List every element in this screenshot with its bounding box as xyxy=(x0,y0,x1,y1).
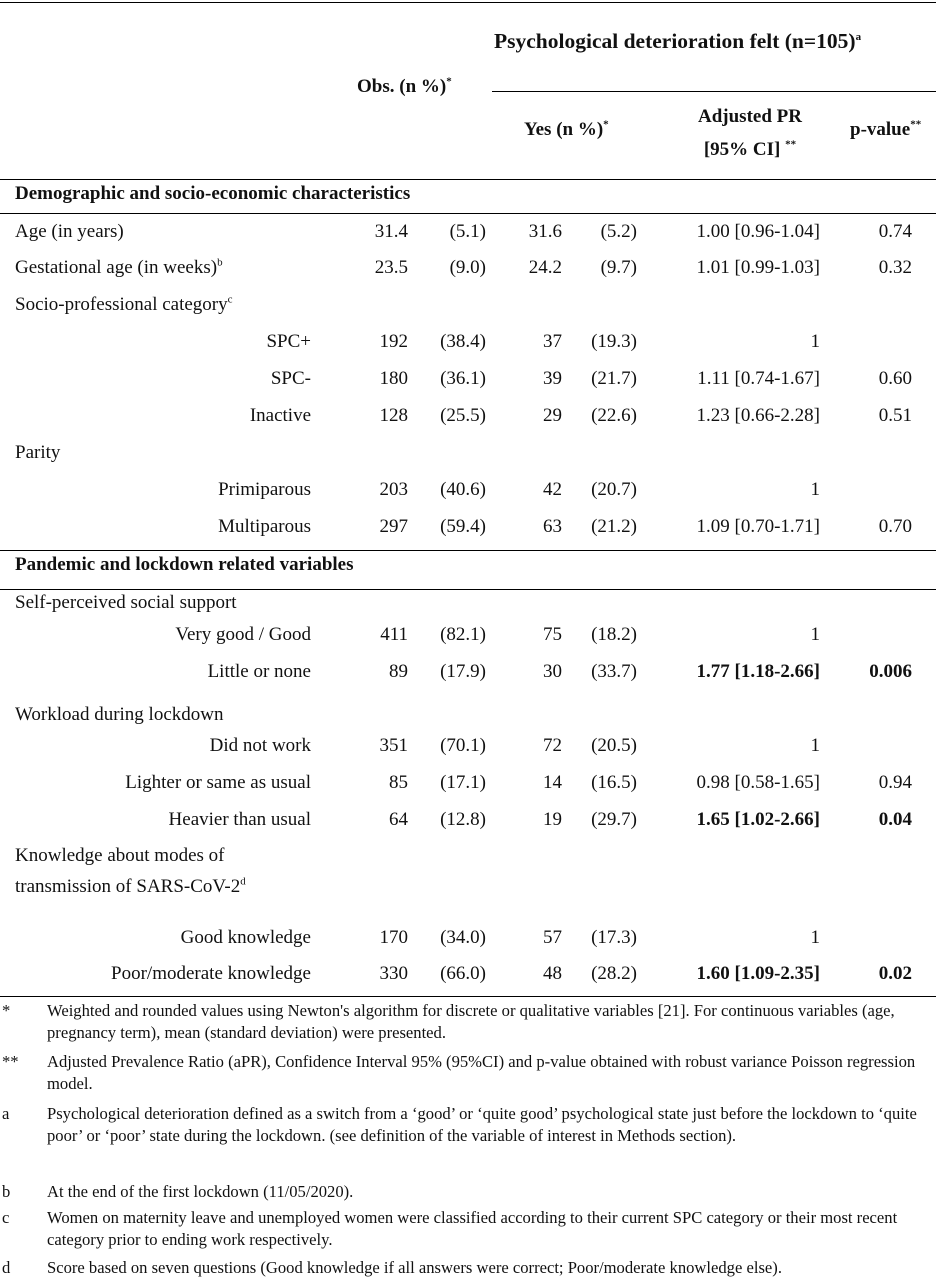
cell-yes-n: 19 xyxy=(543,809,562,830)
row-label: Lighter or same as usual xyxy=(125,772,311,793)
cell-yes-n: 24.2 xyxy=(528,257,562,278)
cell-apr: 1.09 [0.70-1.71] xyxy=(696,516,820,537)
row-label: Age (in years) xyxy=(15,221,124,242)
cell-obs-n: 411 xyxy=(380,624,408,645)
footnote-mark: a xyxy=(2,1104,10,1123)
footnote-mark: * xyxy=(2,1001,11,1020)
row-label: Good knowledge xyxy=(180,927,311,948)
section-2-rule xyxy=(0,589,936,590)
cell-obs-pct: (59.4) xyxy=(440,516,486,537)
cell-yes-n: 37 xyxy=(543,331,562,352)
obs-column-header: Obs. (n %)* xyxy=(357,75,452,97)
section-1-rule xyxy=(0,213,936,214)
footnote-text: Women on maternity leave and unemployed women were classified according to their current SPC category or their most recent category prior to ending work respectively. xyxy=(47,1208,898,1249)
row-label: Very good / Good xyxy=(175,624,311,645)
cell-apr: 1 xyxy=(810,479,820,500)
cell-apr: 1.11 [0.74-1.67] xyxy=(697,368,820,389)
table-top-rule xyxy=(0,2,936,3)
cell-p: 0.02 xyxy=(878,963,912,984)
cell-obs-n: 203 xyxy=(379,479,408,500)
cell-apr: 1.77 [1.18-2.66] xyxy=(696,661,820,682)
cell-obs-n: 170 xyxy=(379,927,408,948)
footnote-text: Score based on seven questions (Good knowledge if all answers were correct; Poor/moderate knowledge else). xyxy=(47,1258,782,1277)
row-label: SPC- xyxy=(270,368,311,389)
cell-yes-pct: (28.2) xyxy=(591,963,637,984)
cell-obs-n: 180 xyxy=(379,368,408,389)
cell-apr: 1.23 [0.66-2.28] xyxy=(696,405,820,426)
cell-yes-n: 39 xyxy=(543,368,562,389)
pvalue-column-header: p-value** xyxy=(850,118,922,140)
cell-apr: 1.00 [0.96-1.04] xyxy=(696,221,820,242)
group-header-title: Psychological deterioration felt (n=105)$^a$ xyxy=(494,29,862,53)
cell-obs-pct: (66.0) xyxy=(440,963,486,984)
section-2-top-rule xyxy=(0,550,936,551)
cell-apr: 1 xyxy=(810,624,820,645)
row-label: Knowledge about modes of transmission of SARS-CoV-2$^d$ xyxy=(15,845,246,897)
cell-yes-pct: (9.7) xyxy=(600,257,637,278)
row-label: Self-perceived social support xyxy=(15,592,237,613)
footnote-text: Weighted and rounded values using Newton's algorithm for discrete or qualitative variables [21]. For continuous variables (age, pregnancy term), mean (standard deviation) were presented. xyxy=(47,1001,895,1042)
footnote-mark: b xyxy=(2,1182,11,1201)
footnote-mark: c xyxy=(2,1208,10,1227)
row-label: SPC+ xyxy=(266,331,311,352)
cell-obs-pct: (12.8) xyxy=(440,809,486,830)
section-title: Demographic and socio-economic characteristics xyxy=(15,183,411,204)
cell-obs-pct: (5.1) xyxy=(449,221,486,242)
cell-obs-n: 128 xyxy=(379,405,408,426)
cell-apr: 0.98 [0.58-1.65] xyxy=(696,772,820,793)
table-bottom-rule xyxy=(0,996,936,997)
row-label: Socio-professional category$^c$ xyxy=(15,293,233,315)
cell-yes-n: 31.6 xyxy=(528,221,562,242)
row-label: Inactive xyxy=(249,405,311,426)
cell-obs-pct: (82.1) xyxy=(440,624,486,645)
row-label: Heavier than usual xyxy=(168,809,311,830)
row-label: Workload during lockdown xyxy=(15,704,224,725)
footnote-text: Psychological deterioration defined as a switch from a ‘good’ or ‘quite good’ psychological state just before the lockdown to ‘quite poor’ or ‘poor’ state during the lockdown. (see definition of the variable of interest in Methods section). xyxy=(47,1104,917,1145)
cell-p: 0.70 xyxy=(878,516,912,537)
cell-obs-n: 192 xyxy=(379,331,408,352)
section-title: Pandemic and lockdown related variables xyxy=(15,554,354,575)
footnote-text: At the end of the first lockdown (11/05/2020). xyxy=(47,1182,354,1201)
row-label: Gestational age (in weeks)$^b$ xyxy=(15,256,223,278)
apr-column-header: Adjusted PR [95% CI] ** xyxy=(698,106,802,160)
cell-obs-n: 64 xyxy=(389,809,408,830)
row-label: Little or none xyxy=(207,661,311,682)
cell-p: 0.006 xyxy=(869,661,912,682)
cell-obs-pct: (9.0) xyxy=(449,257,486,278)
cell-p: 0.74 xyxy=(878,221,912,242)
cell-yes-n: 72 xyxy=(543,735,562,756)
cell-yes-pct: (20.7) xyxy=(591,479,637,500)
cell-obs-n: 85 xyxy=(389,772,408,793)
row-label: Did not work xyxy=(209,735,311,756)
cell-p: 0.51 xyxy=(878,405,912,426)
cell-obs-n: 297 xyxy=(379,516,408,537)
cell-obs-pct: (70.1) xyxy=(440,735,486,756)
header-bottom-rule xyxy=(0,179,936,180)
row-label: Multiparous xyxy=(218,516,311,537)
row-label: Poor/moderate knowledge xyxy=(111,963,311,984)
cell-yes-pct: (5.2) xyxy=(600,221,637,242)
cell-yes-n: 75 xyxy=(543,624,562,645)
row-label: Parity xyxy=(15,442,61,463)
footnote-text: Adjusted Prevalence Ratio (aPR), Confidence Interval 95% (95%CI) and p-value obtained with robust variance Poisson regression model. xyxy=(47,1052,916,1093)
cell-p: 0.04 xyxy=(878,809,912,830)
cell-obs-n: 351 xyxy=(379,735,408,756)
yes-column-header: Yes (n %)* xyxy=(524,118,609,140)
footnote-mark: ** xyxy=(2,1052,19,1071)
cell-yes-n: 30 xyxy=(543,661,562,682)
row-label: Primiparous xyxy=(218,479,311,500)
footnote-mark: d xyxy=(2,1258,11,1277)
cell-obs-n: 31.4 xyxy=(374,221,408,242)
cell-p: 0.32 xyxy=(878,257,912,278)
cell-obs-n: 330 xyxy=(379,963,408,984)
cell-yes-pct: (18.2) xyxy=(591,624,637,645)
cell-yes-pct: (16.5) xyxy=(591,772,637,793)
cell-obs-pct: (17.1) xyxy=(440,772,486,793)
cell-yes-n: 42 xyxy=(543,479,562,500)
cell-obs-n: 23.5 xyxy=(374,257,408,278)
cell-obs-pct: (34.0) xyxy=(440,927,486,948)
cell-yes-n: 14 xyxy=(543,772,562,793)
cell-yes-n: 48 xyxy=(543,963,562,984)
cell-yes-pct: (21.7) xyxy=(591,368,637,389)
cell-yes-pct: (29.7) xyxy=(591,809,637,830)
cell-yes-pct: (22.6) xyxy=(591,405,637,426)
cell-yes-pct: (19.3) xyxy=(591,331,637,352)
cell-yes-pct: (17.3) xyxy=(591,927,637,948)
group-header-rule xyxy=(492,91,936,92)
cell-obs-pct: (36.1) xyxy=(440,368,486,389)
cell-p: 0.60 xyxy=(878,368,912,389)
cell-p: 0.94 xyxy=(878,772,912,793)
cell-yes-pct: (20.5) xyxy=(591,735,637,756)
cell-yes-pct: (33.7) xyxy=(591,661,637,682)
cell-apr: 1.01 [0.99-1.03] xyxy=(696,257,820,278)
cell-obs-n: 89 xyxy=(389,661,408,682)
cell-apr: 1.60 [1.09-2.35] xyxy=(696,963,820,984)
cell-apr: 1.65 [1.02-2.66] xyxy=(696,809,820,830)
cell-obs-pct: (38.4) xyxy=(440,331,486,352)
cell-obs-pct: (40.6) xyxy=(440,479,486,500)
cell-obs-pct: (25.5) xyxy=(440,405,486,426)
cell-yes-n: 29 xyxy=(543,405,562,426)
cell-apr: 1 xyxy=(810,735,820,756)
cell-yes-pct: (21.2) xyxy=(591,516,637,537)
cell-yes-n: 57 xyxy=(543,927,562,948)
cell-apr: 1 xyxy=(810,927,820,948)
cell-yes-n: 63 xyxy=(543,516,562,537)
cell-apr: 1 xyxy=(810,331,820,352)
cell-obs-pct: (17.9) xyxy=(440,661,486,682)
